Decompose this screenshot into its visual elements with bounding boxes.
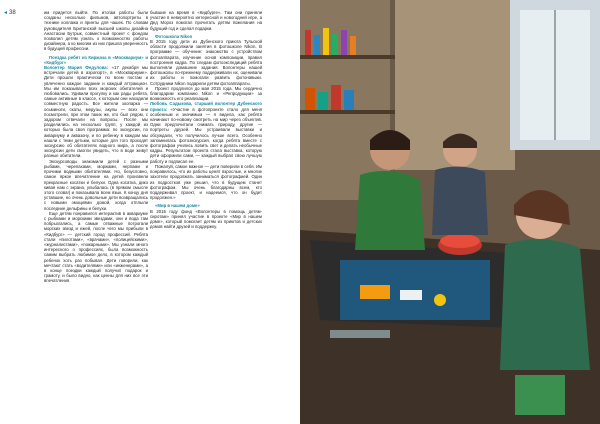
text-column-middle [150, 10, 262, 229]
paragraph: «Участие в фотопроекте стало для меня особенным и значимым — я видела, как ребята начинают по-новому смотреть на мир через объектив. Одни предпочитали снимать природу, другие — портреты друзей. Мы устраивали выставки и обсуждали, что получилось лучше всего. Особенно запомнилась фотоэкскурсия, когда ребята вместе с фотографом учились ловить свет и делать необычные кадры. Результатом проекта стала выставка, которую дети оформили сами, — каждый выбрал свою лучшую работу и подписал ее. [150, 106, 262, 164]
paragraph: «17 декабря мы встречали детей в аэропорт», в «Москвариуме». Дети прошли практически по всем постам и увлеченно каждое задание и каждый аттракцион. Мы им показывали всех морских обитателей и любовались. Удивили прогулку и как рады ребята, самые активные в классе, к которым они находили совместную радость. Все жители зоопарка — осьминоги, скаты, медузы, акулы — всех они посмотрели, при этом таких же, кто был рядом, с задором отвечали на вопросы. После мы разделились на несколько групп, у каждой из которых была своя программа: по экскурсии, по аквариуму и аквазону, и по ребенку в каждом мы нашли с теми детьми, которые для того проходят экскурсию об обитателях водного мира, а после экскурсии дети смогли увидеть, что в воде живут разные обитатели. [44, 65, 148, 159]
page-number: ◂ 38 [4, 10, 16, 16]
paragraph: Проект продлился до мая 2015 года. Мы сердечно благодарим компанию Nikon и «Репродукции» за возможность его реализации. [150, 85, 262, 102]
paragraph: Экскурсоводы знакомили детей с разными рыбами, черепахами, моржами, нерпами и прочими водными обитателями. Но, безусловно, самое яркое впечатление на детей произвели прекрасные косатки и белухи. Одна косатка, дико кивая нам с экрана, улыбалась (в прямом смысле этого слова!) и показывала всем язык. К концу дня уставшие, но очень довольные дети возвращались с новыми эмоциями домой, когда отплыли последние дельфины и белухи. [44, 158, 148, 211]
photo-children-art-class [300, 0, 600, 424]
section-heading: Фотошкола Nikon [155, 33, 193, 39]
quote-author: Любовь Садыкова, старший волонтер Дубенского приюта: [150, 101, 262, 112]
paragraph: бывшие на время в «Кидбурге». Там они приняли участие в невероятно интересной и новогодней игре, а Дед Мороз помогал прочитать детям пожелания на будущий год и сделал подарки. [150, 10, 262, 31]
page-marker-icon: ◂ [4, 10, 8, 16]
section-heading: Поездка ребят из Киржача в «Москвариум» и «Кидбург» [44, 54, 148, 65]
quote-author: Волонтер Мария Федулова: [44, 65, 109, 71]
paragraph: Пожалуй, самое важное — дети поверили в себя. Им понравилось, что их работы ценят взрослые, и многие захотели продолжать заниматься фотографией. Один из подростков уже решил, что в будущем станет фотографом. Мы очень благодарны всем, кто поддерживал проект, и надеемся, что он будет продолжен.» [150, 163, 262, 201]
paragraph: В 2015 году дети из Дубенского приюта Тульской области продолжили занятия в фотошколе Nikon. В программе — обучение: знакомство с устройством фотоаппарата, изучение основ композиции, правил построения кадра. По следам фотоэкспедиций ребята выполняли домашние задания. Волонтеры нашей фотошколы по-прежнему поддерживали их, оценивали их работы и помогали развить фотонавыки. Сотрудники Nikon подарили детям фотоаппараты. [150, 39, 262, 86]
text-column-left [44, 10, 148, 284]
paragraph: Еще детям понравился интерактив в аквариуме с рыбками и морскими звездами, они и вода там побрызгались, а самые отважные потрогали морских звезд и ежей, после чего мы прибыли в «Кидбург» — детский город профессий. Ребята стали «пилотами», «врачами», «полицейскими», «журналистами», «пожарными». Мы узнали много интересного о профессиях, была возможность самим выбрать любимое дело, в котором каждый ребенок хоть раз побывал. Дети говорили, как мечтают стать «водителями» или «инженерами», а в конце поездки каждый получил подарок и грамоту, и было видно, как ценны для них все эти впечатления. [44, 210, 148, 284]
section-heading: «Мир в нашем доме» [155, 203, 200, 209]
paragraph: им придется выйти. По итогам работы были созданы несколько фильмов, автопортреты в технике коллажа и принты для чашек. По словам руководителя Британской высшей школы дизайна Анастасии Бутрык, совместный проект с фондом позволил детям узнать о возможностях работы дизайнера, а ко многим из них пришла уверенность в будущей профессии. [44, 10, 148, 52]
paragraph: В 2015 году фонд «Волонтеры в помощь детям-сиротам» принял участие в проекте «Мир в нашем доме», который помогает детям из приютов и детских домов найти друзей и поддержку. [150, 208, 262, 230]
